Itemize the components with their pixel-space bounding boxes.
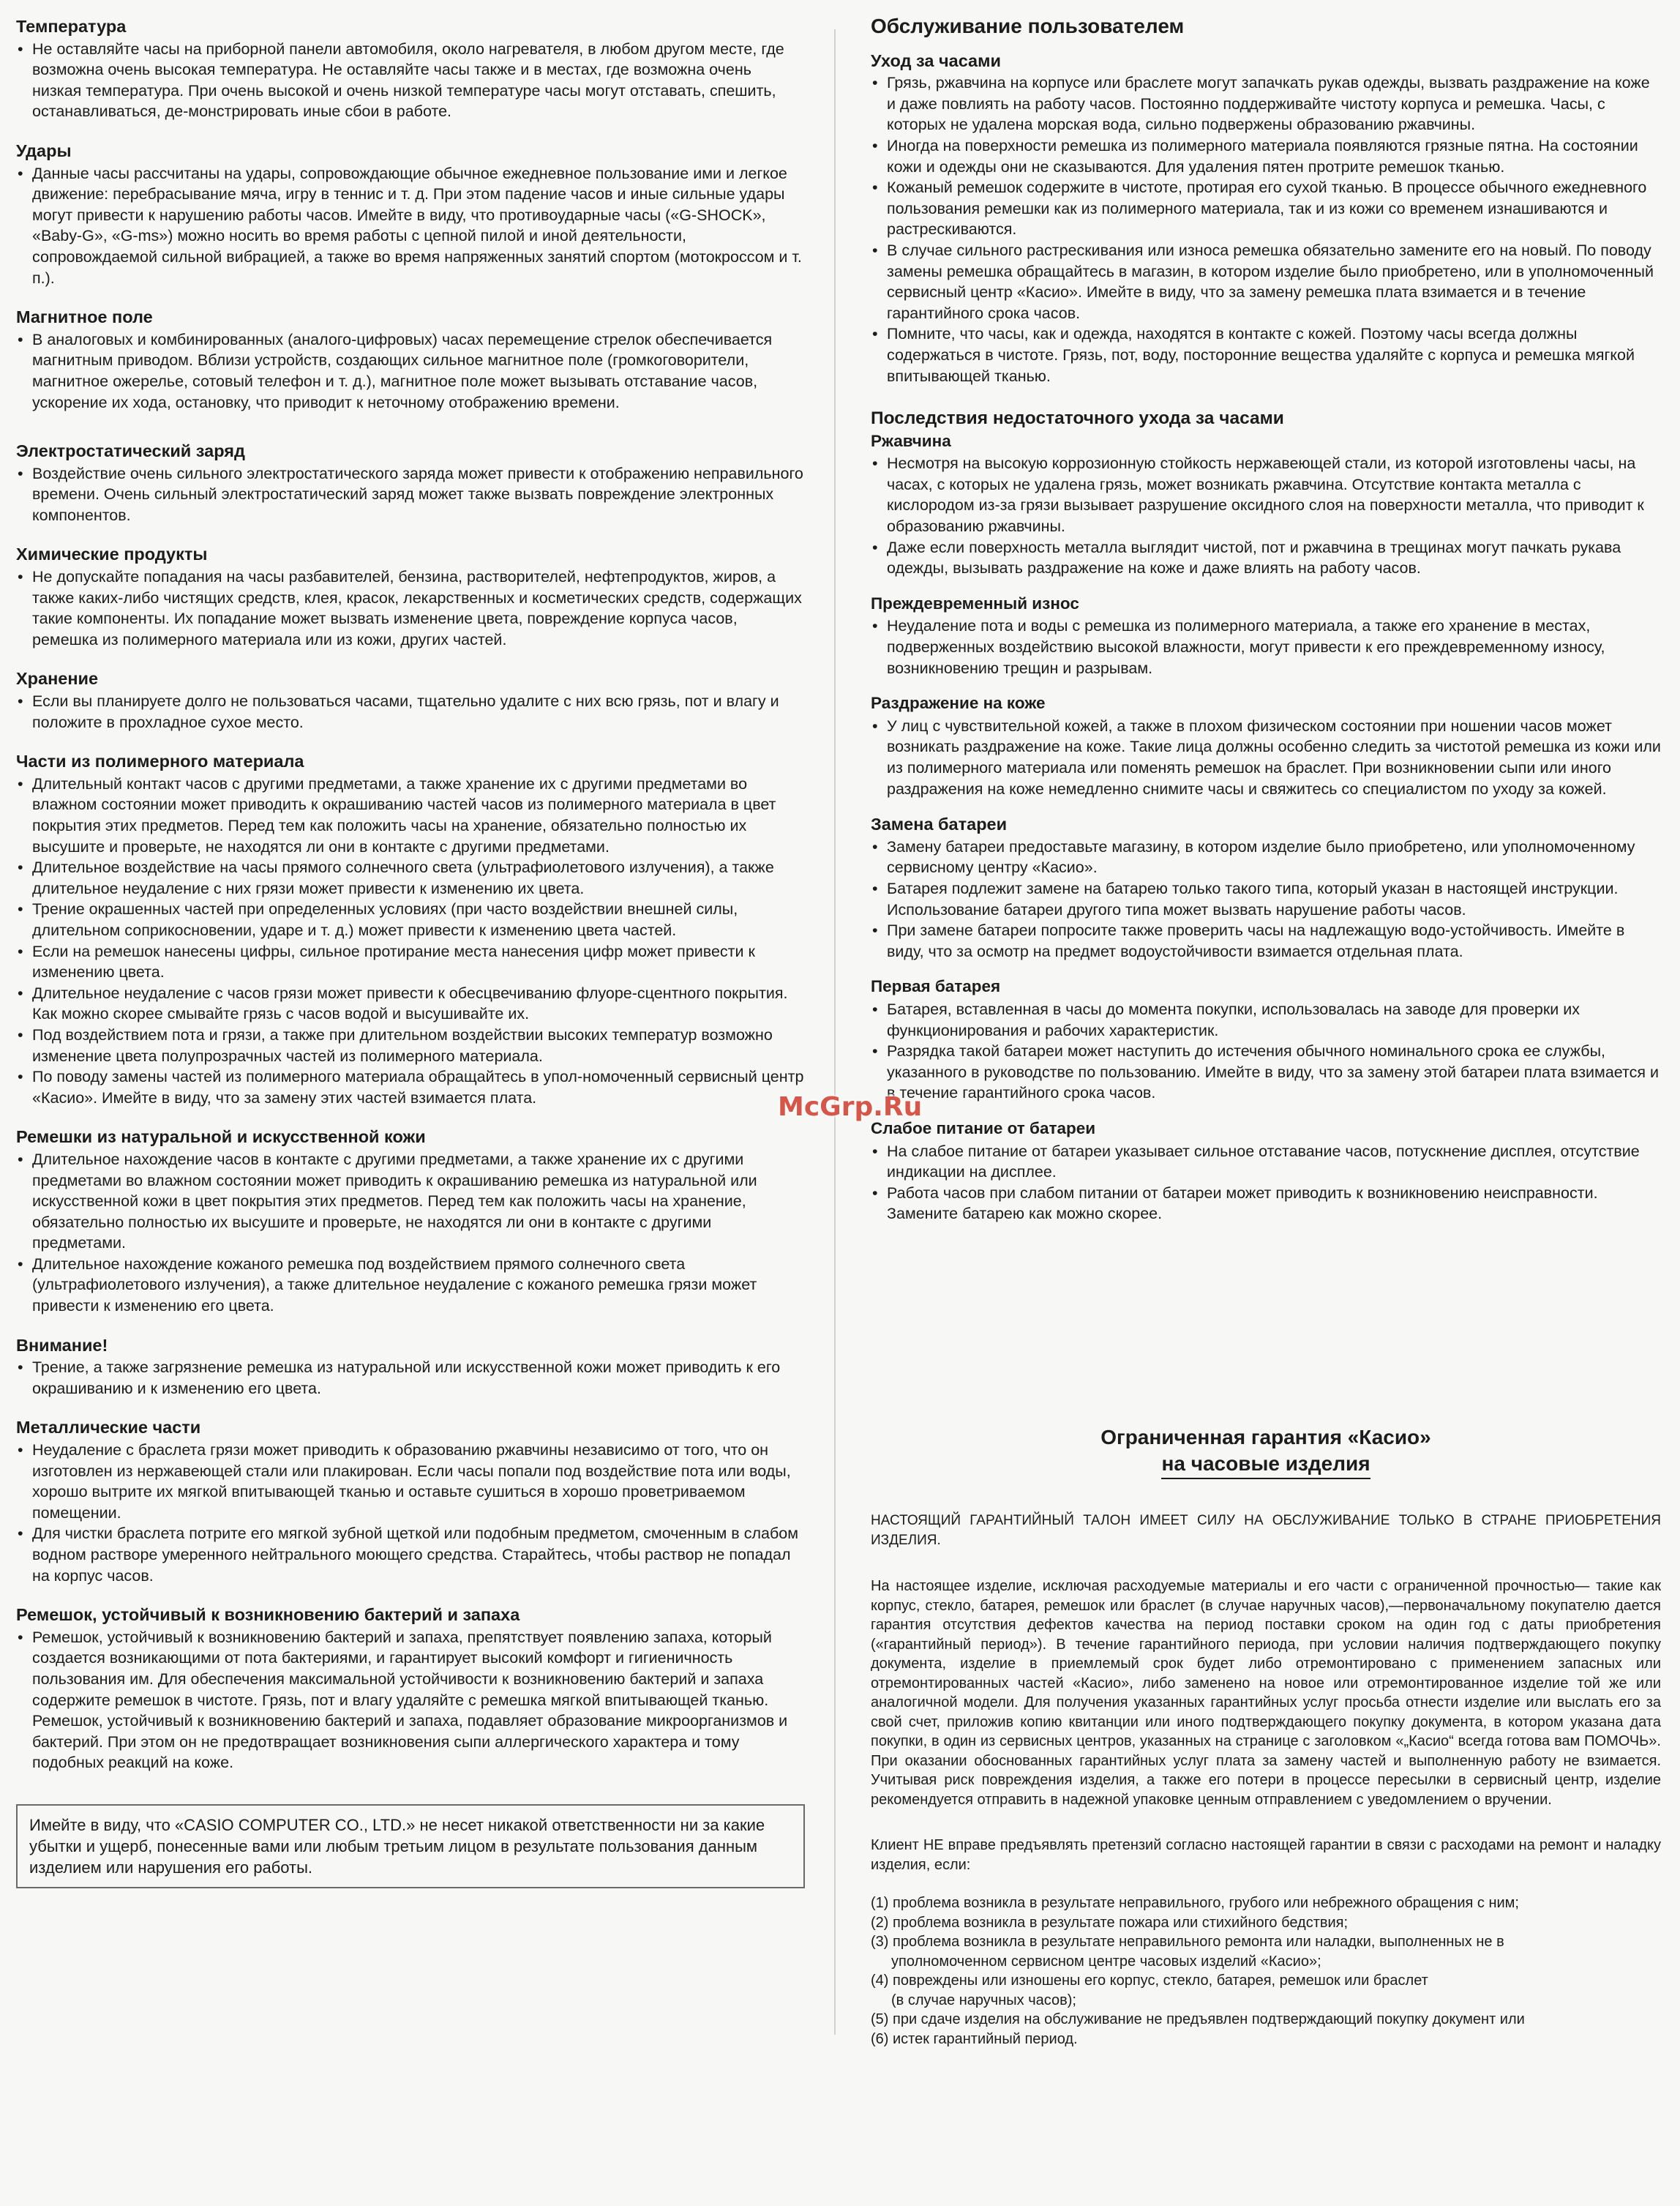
bullet-item: • Если вы планируете долго не пользоваться часами, тщательно удалите с них всю грязь, пот и влагу и положите в прохладное сухое место. <box>16 691 805 733</box>
section-title: Температура <box>16 17 127 36</box>
bullet-item: • Неудаление пота и воды с ремешка из полимерного материала, а также его хранение в местах, подверженных воздействию высокой влажности, могут привести к его преждевременному износу, возникновению трещин и разрывам. <box>871 616 1662 678</box>
list-item: (4) повреждены или изношены его корпус, стекло, батарея, ремешок или браслет <box>871 1973 1428 1989</box>
disclaimer-box: Имейте в виду, что «CASIO COMPUTER CO., LTD.» не несет никакой ответственности ни за какие убытки и ущерб, понесенные вами или любым третьим лицом в результате пользования данным изделием или нарушения его работы. <box>16 1804 805 1888</box>
warranty-exclusions-list <box>871 1893 1661 2049</box>
bullet-item: • В случае сильного растрескивания или износа ремешка обязательно замените его на новый. По поводу замены ремешка обращайтесь в магазин, в котором изделие было приобретено, или в уполномоченный сервисный центр «Касио». Имейте в виду, что за замену ремешка плата взимается и в течение гарантийного срока часов. <box>871 240 1662 324</box>
bullet-item: • Замену батареи предоставьте магазину, в котором изделие было приобретено, или уполномоченному сервисному центру «Касио». <box>871 837 1662 878</box>
bullet-item: • У лиц с чувствительной кожей, а также в плохом физическом состоянии при ношении часов может возникать раздражение на коже. Такие лица должны особенно следить за чистотой ремешка из кожи или из полимерного материала или поменять ремешок на браслет. При возникновении сыпи или иного раздражения на коже немедленно снимите часы и свяжитесь со специалистом по уходу за кожей. <box>871 716 1662 799</box>
section-shocks <box>16 141 805 288</box>
bullet-item: • Длительное воздействие на часы прямого солнечного света (ультрафиолетового излучения), а также длительное неудаление с них грязи может привести к изменению их цвета. <box>16 857 805 899</box>
bullet-item: • Несмотря на высокую коррозионную стойкость нержавеющей стали, из которой изготовлены часы, на часах, с которых не удалена грязь, может возникать ржавчина. Отсутствие контакта металла с кислородом из-за грязи вызывает разрушение оксидного слоя на поверхности металла, что приводит к образованию ржавчины. <box>871 453 1662 536</box>
bullet-item: • Иногда на поверхности ремешка из полимерного материала появляются грязные пятна. На состоянии кожи и одежды они не сказываются. Для удаления пятен протрите ремешок тканью. <box>871 135 1662 177</box>
column-divider <box>834 29 836 2035</box>
section-rust <box>871 431 1662 579</box>
bullet-item: • В аналоговых и комбинированных (аналого-цифровых) часах перемещение стрелок обеспечивается магнитным приводом. Вблизи устройств, создающих сильное магнитное поле (громкоговорители, магнитное ожерелье, сотовый телефон и т. д.), магнитное поле может вызывать отставание часов, ускорение их хода, остановку, что приводит к неточному отображению времени. <box>16 329 805 413</box>
section-leather-straps <box>16 1126 805 1316</box>
bullet-item: • Длительный контакт часов с другими предметами, а также хранение их с другими предметами во влажном состоянии может приводить к окрашиванию частей часов из полимерного материала в цвет покрытия этих предметов. Перед тем как положить часы на хранение, обязательно полностью их высушите и проверьте, не находятся ли они в контакте с другими предметами. <box>16 774 805 857</box>
bullet-item: • Грязь, ржавчина на корпусе или браслете могут запачкать рукав одежды, вызвать раздражение на коже и даже повлиять на работу часов. Постоянно поддерживайте чистоту корпуса и ремешка. Часы, с которых не удалена морская вода, сильно подвержены образованию ржавчины. <box>871 72 1662 135</box>
section-title: Ремешок, устойчивый к возникновению бактерий и запаха <box>16 1605 520 1625</box>
section-storage <box>16 668 805 733</box>
section-title: Химические продукты <box>16 545 208 564</box>
section-attention <box>16 1335 805 1399</box>
section-title: Уход за часами <box>871 51 1001 70</box>
section-antibacterial-strap <box>16 1604 805 1773</box>
right-column <box>871 16 1662 1239</box>
section-title: Ржавчина <box>871 431 951 450</box>
section-low-battery <box>871 1118 1662 1224</box>
bullet-item: • Длительное неудаление с часов грязи может привести к обесцвечиванию флуоре-сцентного покрытия. Как можно скорее смывайте грязь с часов водой и высушивайте их. <box>16 983 805 1025</box>
bullet-item: • Ремешок, устойчивый к возникновению бактерий и запаха, препятствует появлению запаха, который создается возникающими от пота бактериями, и гарантирует высокий комфорт и гигиеничность пользования им. Для обеспечения максимальной устойчивости к возникновению бактерий и запаха содержите ремешок в чистоте. Грязь, пот и влагу удаляйте с ремешка мягкой впитывающей тканью. Ремешок, устойчивый к возникновению бактерий и запаха, подавляет образование микроорганизмов и бактерий. При этом он не предотвращает возникновения сыпи аллергического характера и тому подобных реакций на коже. <box>16 1627 805 1773</box>
bullet-item: • На слабое питание от батареи указывает сильное отставание часов, потускнение дисплея, отсутствие индикации на дисплее. <box>871 1141 1662 1183</box>
bullet-item: • Неудаление с браслета грязи может приводить к образованию ржавчины независимо от того, что он изготовлен из нержавеющей стали или плакирован. Если часы попали под воздействие пота или воды, хорошо вытрите их мягкой впитывающей тканью и оставьте сушиться в хорошо проветриваемом помещении. <box>16 1440 805 1523</box>
bullet-item: • Разрядка такой батареи может наступить до истечения обычного номинального срока ее службы, указанного в руководстве по пользованию. Имейте в виду, что за замену этой батареи плата взимается и в течение гарантийного срока часов. <box>871 1041 1662 1104</box>
bullet-item: • Данные часы рассчитаны на удары, сопровождающие обычное ежедневное пользование ими и легкое движение: перебрасывание мяча, игру в теннис и т. д. При этом падение часов и иные сильные удары могут привести к нарушению работы часов. Имейте в виду, что противоударные часы («G-SHOCK», «Baby-G», «G-ms») можно носить во время работы с цепной пилой и иной деятельности, сопровождаемой сильной вибрацией, а также во время напряженных занятий спортом (мотокроссом и т. п.). <box>16 163 805 289</box>
bullet-item: • Под воздействием пота и грязи, а также при длительном воздействии высоких температур возможно изменение цвета полупрозрачных частей из полимерного материала. <box>16 1025 805 1066</box>
section-battery-replacement <box>871 814 1662 962</box>
warranty-paragraph: На настоящее изделие, исключая расходуемые материалы и его части с ограниченной прочностью— такие как корпус, стекло, батарея, ремешок или браслет (в случае наручных часов),—первоначальному покупателю дается гарантия отсутствия дефектов качества на период поставки сроком на один год с даты приобретения («гарантийный период»). В течение гарантийного периода, при условии наличия подтверждающего покупку документа, изделие в приемлемый срок будет либо отремонтировано с применением запасных или отремонтированных частей «Касио», либо заменено на новое или отремонтированное изделие той же или аналогичной модели. Для получения указанных гарантийных услуг просьба отнести изделие или выслать его за свой счет, приложив копию квитанции или иного подтверждающего покупку документа, в котором указана дата покупки, в один из сервисных центров, указанных на странице с заголовком «„Касио“ всегда готова вам ПОМОЧЬ». При оказании обоснованных гарантийных услуг плата за замену частей и выполненную работу не взимается. Учитывая риск повреждения изделия, а также его потери в процессе пересылки в сервисный центр, изделие рекомендуется отправить в надежной упаковке ценным отправлением с уведомлением о вручении. <box>871 1578 1661 1808</box>
bullet-item: • Батарея подлежит замене на батарею только такого типа, который указан в настоящей инструкции. Использование батареи другого типа может вызвать нарушение работы часов. <box>871 878 1662 920</box>
bullet-item: • Не оставляйте часы на приборной панели автомобиля, около нагревателя, в любом другом месте, где возможна очень высокая температура. Не оставляйте часы также и в местах, где возможна очень низкая температура. При очень высокой и очень низкой температуре часы могут отставать, спешить, останавливаться, де-монстрировать иные сбои в работе. <box>16 39 805 122</box>
section-metal-parts <box>16 1417 805 1586</box>
user-maintenance-title: Обслуживание пользователем <box>871 15 1185 37</box>
bullet-item: • Длительное нахождение часов в контакте с другими предметами, а также хранение их с другими предметами во влажном состоянии может приводить к окрашиванию ремешка из натуральной или искусственной кожи в цвет покрытия этих предметов. Перед тем как положить часы на хранение, обязательно полностью их высушите и проверьте, не находятся ли они в контакте с другими предметами. <box>16 1149 805 1254</box>
section-title: Магнитное поле <box>16 307 153 327</box>
bullet-item: • Для чистки браслета потрите его мягкой зубной щеткой или подобным предметом, смоченным в слабом водном растворе умеренного нейтрального моющего средства. Старайтесь, чтобы раствор не попадал на корпус часов. <box>16 1523 805 1586</box>
section-title: Преждевременный износ <box>871 594 1079 613</box>
bullet-item: • Кожаный ремешок содержите в чистоте, протирая его сухой тканью. В процессе обычного ежедневного пользования ремешки как из полимерного материала, так и из кожи со временем изнашиваются и растрескиваются. <box>871 177 1662 240</box>
bullet-item: • Длительное нахождение кожаного ремешка под воздействием прямого солнечного света (ультрафиолетового излучения), а также длительное неудаление с кожаного ремешка грязи может привести к изменению его цвета. <box>16 1254 805 1317</box>
section-title: Ремешки из натуральной и искусственной кожи <box>16 1127 426 1147</box>
warranty-title <box>871 1424 1661 1479</box>
warranty-title-line2: на часовые изделия <box>1161 1451 1370 1479</box>
section-title: Слабое питание от батареи <box>871 1118 1096 1137</box>
section-magnetic-field <box>16 307 805 413</box>
section-skin-irritation <box>871 693 1662 799</box>
section-title: Замена батареи <box>871 815 1008 834</box>
list-item: (1) проблема возникла в результате неправильного, грубого или небрежного обращения с ним; <box>871 1895 1519 1911</box>
section-temperature <box>16 16 805 122</box>
list-item: (2) проблема возникла в результате пожара или стихийного бедствия; <box>871 1914 1349 1931</box>
bullet-item: • Если на ремешок нанесены цифры, сильное протирание места нанесения цифр может привести к изменению цвета. <box>16 941 805 983</box>
left-column <box>16 16 805 1888</box>
bullet-item: • Работа часов при слабом питании от батареи может приводить к возникновению неисправности. Замените батарею как можно скорее. <box>871 1183 1662 1224</box>
list-item: уполномоченном сервисном центре часовых изделий «Касио»; <box>891 1953 1321 1970</box>
section-chemicals <box>16 544 805 650</box>
section-first-battery <box>871 976 1662 1104</box>
warranty-claims-intro: Клиент НЕ вправе предъявлять претензий согласно настоящей гарантии в связи с расходами на ремонт и наладку изделия, если: <box>871 1837 1661 1873</box>
bullet-item: • По поводу замены частей из полимерного материала обращайтесь в упол-номоченный сервисный центр «Касио». Имейте в виду, что за замену этих частей взимается плата. <box>16 1066 805 1108</box>
bullet-item: • При замене батареи попросите также проверить часы на надлежащую водо-устойчивость. Имейте в виду, что за осмотр на предмет водоустойчивости взимается отдельная плата. <box>871 920 1662 962</box>
section-title: Металлические части <box>16 1418 201 1437</box>
bullet-item: • Не допускайте попадания на часы разбавителей, бензина, растворителей, нефтепродуктов, жиров, а также каких-либо чистящих средств, клея, красок, лекарственных и косметических средств, содержащих такие компоненты. Их попадание может вызвать изменение цвета, повреждение корпуса часов, ремешка из полимерного материала или из кожи, других частей. <box>16 567 805 650</box>
section-title: Удары <box>16 141 72 160</box>
bullet-item: • Батарея, вставленная в часы до момента покупки, использовалась на заводе для проверки их функционирования и рабочих характеристик. <box>871 999 1662 1041</box>
bullet-item: • Воздействие очень сильного электростатического заряда может привести к отображению неправильного времени. Очень сильный электростатический заряд может также вызвать повреждение электронных компонентов. <box>16 463 805 526</box>
consequences-title: Последствия недостаточного ухода за часами <box>871 408 1284 429</box>
bullet-item: • Трение окрашенных частей при определенных условиях (при часто воздействии внешней силы, длительном соприкосновении, ударе и т. д.) может привести к изменению цвета частей. <box>16 899 805 941</box>
section-premature-wear <box>871 594 1662 678</box>
section-title: Части из полимерного материала <box>16 752 304 771</box>
section-electrostatic <box>16 441 805 526</box>
section-title: Хранение <box>16 669 99 689</box>
bullet-item: • Помните, что часы, как и одежда, находятся в контакте с кожей. Поэтому часы всегда должны содержаться в чистоте. Грязь, пот, воду, посторонние вещества удаляйте с корпуса и ремешка мягкой впитывающей тканью. <box>871 324 1662 386</box>
list-item: (в случае наручных часов); <box>891 1992 1076 2008</box>
section-watch-care <box>871 51 1662 387</box>
list-item: (3) проблема возникла в результате неправильного ремонта или наладки, выполненных не в <box>871 1934 1504 1950</box>
warranty-section <box>871 1424 1661 2049</box>
warranty-country-notice: НАСТОЯЩИЙ ГАРАНТИЙНЫЙ ТАЛОН ИМЕЕТ СИЛУ НА ОБСЛУЖИВАНИЕ ТОЛЬКО В СТРАНЕ ПРИОБРЕТЕНИЯ ИЗДЕЛИЯ. <box>871 1513 1661 1548</box>
section-title: Раздражение на коже <box>871 694 1046 713</box>
section-title: Внимание! <box>16 1335 108 1355</box>
bullet-item: • Даже если поверхность металла выглядит чистой, пот и ржавчина в трещинах могут пачкать рукава одежды, вызывать раздражение на коже и даже влиять на работу часов. <box>871 537 1662 579</box>
section-title: Первая батарея <box>871 977 1001 996</box>
list-item: (6) истек гарантийный период. <box>871 2030 1078 2047</box>
section-title: Электростатический заряд <box>16 441 245 461</box>
bullet-item: • Трение, а также загрязнение ремешка из натуральной или искусственной кожи может приводить к его окрашиванию и к изменению его цвета. <box>16 1357 805 1399</box>
list-item: (5) при сдаче изделия на обслуживание не предъявлен подтверждающий покупку документ или <box>871 2011 1525 2027</box>
watermark: McGrp.Ru <box>778 1092 923 1122</box>
section-polymer-parts <box>16 751 805 1108</box>
warranty-title-line1: Ограниченная гарантия «Касио» <box>1100 1426 1431 1448</box>
